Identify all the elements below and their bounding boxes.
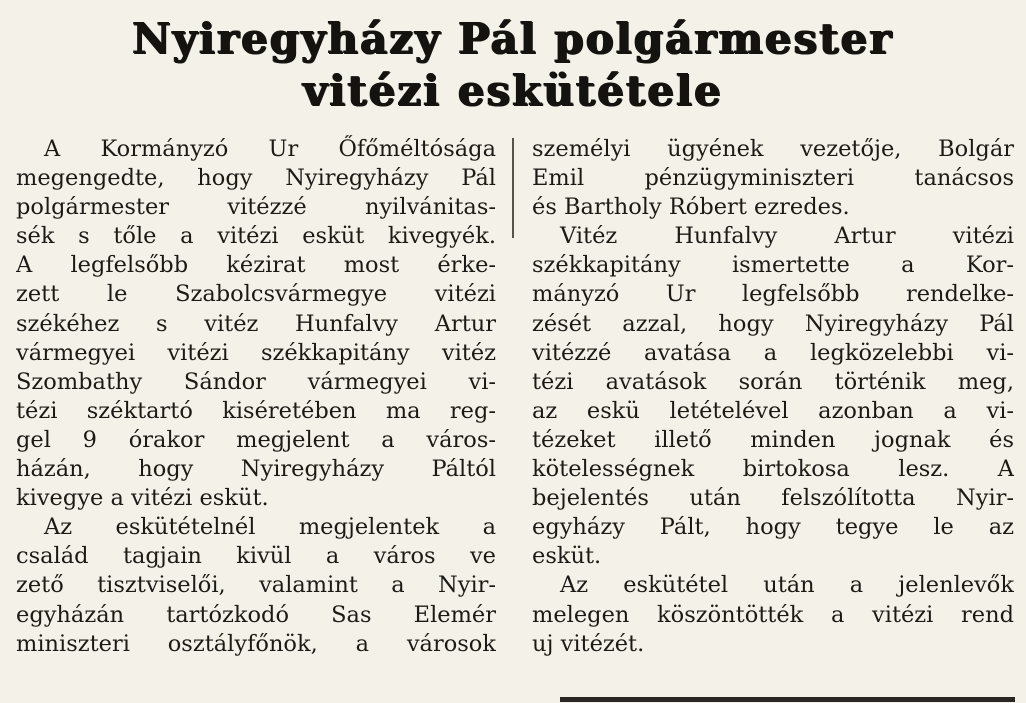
column-right bbox=[532, 135, 1014, 659]
text-line: Vitéz Hunfalvy Artur vitézi bbox=[560, 223, 1014, 250]
text-line: esküt. bbox=[532, 543, 602, 570]
text-line: vármegyei vitézi székkapitány vitéz bbox=[16, 339, 496, 366]
text-line: A Kormányzó Ur Őfőméltósága bbox=[44, 136, 496, 162]
text-line: vitézzé avatása a legközelebbi vi- bbox=[532, 339, 1014, 366]
headline-line-2: vitézi eskütétele bbox=[303, 66, 723, 115]
text-line: kötelességnek birtokosa lesz. A bbox=[532, 456, 1014, 483]
text-line: mányzó Ur legfelsőbb rendelke- bbox=[532, 281, 1014, 308]
text-line: polgármester vitézzé nyilvánitas- bbox=[16, 194, 496, 221]
column-left bbox=[16, 135, 496, 659]
text-line: házán, hogy Nyiregyházy Páltól bbox=[16, 456, 496, 483]
text-line: egyházán tartózkodó Sas Elemér bbox=[16, 601, 496, 628]
text-line: miniszteri osztályfőnök, a városok bbox=[16, 630, 496, 657]
text-line: székkapitány ismertette a Kor- bbox=[532, 252, 1014, 279]
text-line: megengedte, hogy Nyiregyházy Pál bbox=[16, 165, 496, 192]
text-line: sék s tőle a vitézi esküt kivegyék. bbox=[16, 223, 496, 250]
bottom-rule bbox=[560, 697, 1015, 702]
text-line: Az eskütétel után a jelenlevők bbox=[560, 572, 1014, 599]
text-line: zető tisztviselői, valamint a Nyir- bbox=[16, 572, 496, 599]
text-line: személyi ügyének vezetője, Bolgár bbox=[532, 136, 1014, 162]
text-line: kivegye a vitézi esküt. bbox=[16, 485, 269, 512]
text-line: zését azzal, hogy Nyiregyházy Pál bbox=[532, 310, 1014, 337]
text-line: tézeket illető minden jognak és bbox=[532, 426, 1014, 453]
text-line: melegen köszöntötték a vitézi rend bbox=[532, 601, 1014, 628]
text-line: uj vitézét. bbox=[532, 630, 645, 657]
text-line: tézi avatások során történik meg, bbox=[532, 368, 1014, 395]
text-line: székéhez s vitéz Hunfalvy Artur bbox=[16, 310, 496, 337]
text-line: zett le Szabolcsvármegye vitézi bbox=[16, 281, 496, 308]
text-line: család tagjain kivül a város ve bbox=[16, 543, 496, 570]
text-line: és Bartholy Róbert ezredes. bbox=[532, 194, 850, 221]
text-line: gel 9 órakor megjelent a város- bbox=[16, 426, 496, 453]
text-line: egyházy Pált, hogy tegye le az bbox=[532, 514, 1014, 541]
text-line: Emil pénzügyminiszteri tanácsos bbox=[532, 165, 1014, 192]
text-line: Az eskütételnél megjelentek a bbox=[44, 514, 496, 541]
headline-line-1: Nyiregyházy Pál polgármester bbox=[132, 14, 894, 63]
text-line: tézi széktartó kiséretében ma reg- bbox=[16, 397, 496, 424]
text-line: az eskü letételével azonban a vi- bbox=[532, 397, 1014, 424]
text-line: bejelentés után felszólította Nyir- bbox=[532, 485, 1014, 512]
text-line: A legfelsőbb kézirat most érke- bbox=[16, 252, 496, 279]
column-divider bbox=[512, 138, 514, 238]
text-line: Szombathy Sándor vármegyei vi- bbox=[16, 368, 496, 395]
